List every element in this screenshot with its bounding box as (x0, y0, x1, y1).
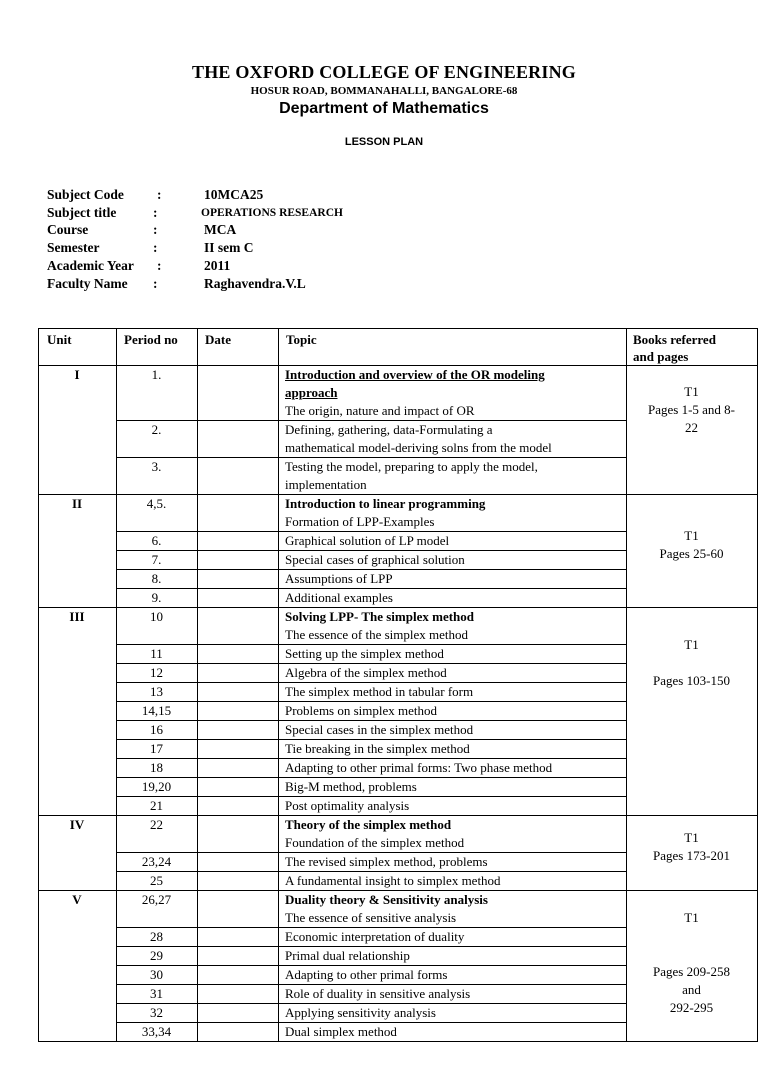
topic-text: The revised simplex method, problems (285, 854, 488, 869)
period-number: 25 (150, 873, 163, 888)
table-column-divider (38, 328, 39, 1042)
period-number: 6. (151, 533, 162, 548)
topic-text: The essence of sensitive analysis (285, 910, 457, 925)
academic-year-label: Academic Year (47, 258, 134, 273)
topic-text: Algebra of the simplex method (285, 665, 447, 680)
topic-text: Duality theory & Sensitivity analysis (285, 892, 488, 907)
topic-text: Defining, gathering, data-Formulating a (285, 422, 493, 437)
topic-text: Tie breaking in the simplex method (285, 741, 470, 756)
period-number: 26,27 (141, 892, 172, 907)
period-number: 8. (151, 571, 162, 586)
faculty-label: Faculty Name (47, 276, 128, 291)
books-reference: T1 (684, 830, 699, 845)
colon: : (153, 276, 158, 291)
period-number: 9. (151, 590, 162, 605)
academic-year-value: 2011 (204, 258, 231, 273)
college-name: THE OXFORD COLLEGE OF ENGINEERING (192, 62, 576, 82)
semester-value: II sem C (204, 240, 254, 255)
unit-label: I (74, 367, 80, 382)
subject-title-value: OPERATIONS RESEARCH (201, 207, 343, 219)
topic-text: Primal dual relationship (285, 948, 410, 963)
books-reference: Pages 173-201 (653, 848, 730, 863)
colon: : (153, 222, 158, 237)
period-number: 32 (150, 1005, 163, 1020)
topic-text: approach (285, 385, 338, 400)
topic-text: Economic interpretation of duality (285, 929, 465, 944)
department-title: Department of Mathematics (279, 100, 489, 117)
books-reference: 292-295 (669, 1000, 714, 1015)
period-number: 14,15 (141, 703, 172, 718)
topic-text: The simplex method in tabular form (285, 684, 474, 699)
topic-text: Applying sensitivity analysis (285, 1005, 436, 1020)
course-label: Course (47, 222, 89, 237)
period-number: 33,34 (141, 1024, 172, 1039)
period-number: 16 (150, 722, 163, 737)
topic-text: The origin, nature and impact of OR (285, 403, 475, 418)
unit-divider (38, 1041, 116, 1042)
colon: : (153, 205, 158, 220)
period-number: 7. (151, 552, 162, 567)
topic-text: Dual simplex method (285, 1024, 397, 1039)
document-type: LESSON PLAN (344, 136, 424, 148)
books-reference: T1 (684, 910, 699, 925)
period-number: 30 (150, 967, 163, 982)
table-column-divider (278, 328, 279, 1042)
topic-text: Setting up the simplex method (285, 646, 444, 661)
topic-text: mathematical model-deriving solns from the model (285, 440, 552, 455)
period-number: 12 (150, 665, 163, 680)
books-reference: 22 (685, 420, 698, 435)
period-number: 22 (150, 817, 163, 832)
period-number: 31 (150, 986, 163, 1001)
column-header-topic: Topic (286, 332, 317, 347)
lesson-plan-table (38, 328, 758, 1088)
books-reference: Pages 103-150 (653, 673, 730, 688)
period-number: 29 (150, 948, 163, 963)
colon: : (153, 240, 158, 255)
topic-text: Graphical solution of LP model (285, 533, 450, 548)
topic-text: A fundamental insight to simplex method (285, 873, 501, 888)
books-reference: Pages 1-5 and 8- (647, 402, 735, 417)
topic-text: Adapting to other primal forms (285, 967, 448, 982)
topic-text: Testing the model, preparing to apply the model, (285, 459, 538, 474)
period-number: 28 (150, 929, 163, 944)
table-border-top (38, 328, 758, 329)
topic-text: Big-M method, problems (285, 779, 417, 794)
books-divider (626, 607, 758, 608)
topic-text: Introduction to linear programming (285, 496, 486, 511)
unit-label: V (72, 892, 82, 907)
books-reference: Pages 25-60 (659, 546, 724, 561)
column-header-books-line1: Books referred (633, 332, 716, 347)
course-value: MCA (204, 222, 237, 237)
subject-code-label: Subject Code (47, 187, 124, 202)
period-number: 23,24 (141, 854, 172, 869)
table-column-divider (757, 328, 758, 1042)
period-number: 11 (150, 646, 163, 661)
books-reference: T1 (684, 384, 699, 399)
topic-text: Additional examples (285, 590, 393, 605)
topic-text: Post optimality analysis (285, 798, 410, 813)
column-header-unit: Unit (47, 332, 72, 347)
books-divider (626, 494, 758, 495)
period-number: 4,5. (146, 496, 167, 511)
topic-text: Theory of the simplex method (285, 817, 452, 832)
topic-text: Formation of LPP-Examples (285, 514, 435, 529)
books-reference: and (682, 982, 701, 997)
column-header-books-line2: and pages (633, 349, 689, 364)
topic-text: Role of duality in sensitive analysis (285, 986, 471, 1001)
table-column-divider (197, 328, 198, 1042)
subject-title-label: Subject title (47, 205, 117, 220)
topic-text: Foundation of the simplex method (285, 835, 465, 850)
books-reference: T1 (684, 528, 699, 543)
topic-text: Adapting to other primal forms: Two phase method (285, 760, 553, 775)
unit-label: IV (69, 817, 85, 832)
period-number: 1. (151, 367, 162, 382)
topic-text: Solving LPP- The simplex method (285, 609, 475, 624)
topic-text: Problems on simplex method (285, 703, 438, 718)
table-row-divider (116, 1041, 626, 1042)
period-number: 21 (150, 798, 163, 813)
topic-text: The essence of the simplex method (285, 627, 469, 642)
faculty-value: Raghavendra.V.L (204, 276, 306, 291)
period-number: 19,20 (141, 779, 172, 794)
topic-text: Assumptions of LPP (285, 571, 393, 586)
column-header-period: Period no (124, 332, 178, 347)
topic-text: Special cases of graphical solution (285, 552, 465, 567)
period-number: 17 (150, 741, 163, 756)
books-reference: Pages 209-258 (653, 964, 730, 979)
period-number: 2. (151, 422, 162, 437)
column-header-date: Date (205, 332, 231, 347)
period-number: 10 (150, 609, 163, 624)
colon: : (157, 258, 162, 273)
period-number: 13 (150, 684, 163, 699)
unit-label: III (69, 609, 85, 624)
semester-label: Semester (47, 240, 100, 255)
books-divider (626, 1041, 758, 1042)
topic-text: implementation (285, 477, 367, 492)
topic-text: Introduction and overview of the OR modeling (285, 367, 545, 382)
books-reference: T1 (684, 637, 699, 652)
topic-text: Special cases in the simplex method (285, 722, 474, 737)
colon: : (157, 187, 162, 202)
period-number: 3. (151, 459, 162, 474)
books-divider (626, 890, 758, 891)
books-divider (626, 815, 758, 816)
period-number: 18 (150, 760, 163, 775)
subject-code-value: 10MCA25 (204, 187, 264, 202)
college-address: HOSUR ROAD, BOMMANAHALLI, BANGALORE-68 (250, 85, 518, 97)
unit-label: II (71, 496, 83, 511)
